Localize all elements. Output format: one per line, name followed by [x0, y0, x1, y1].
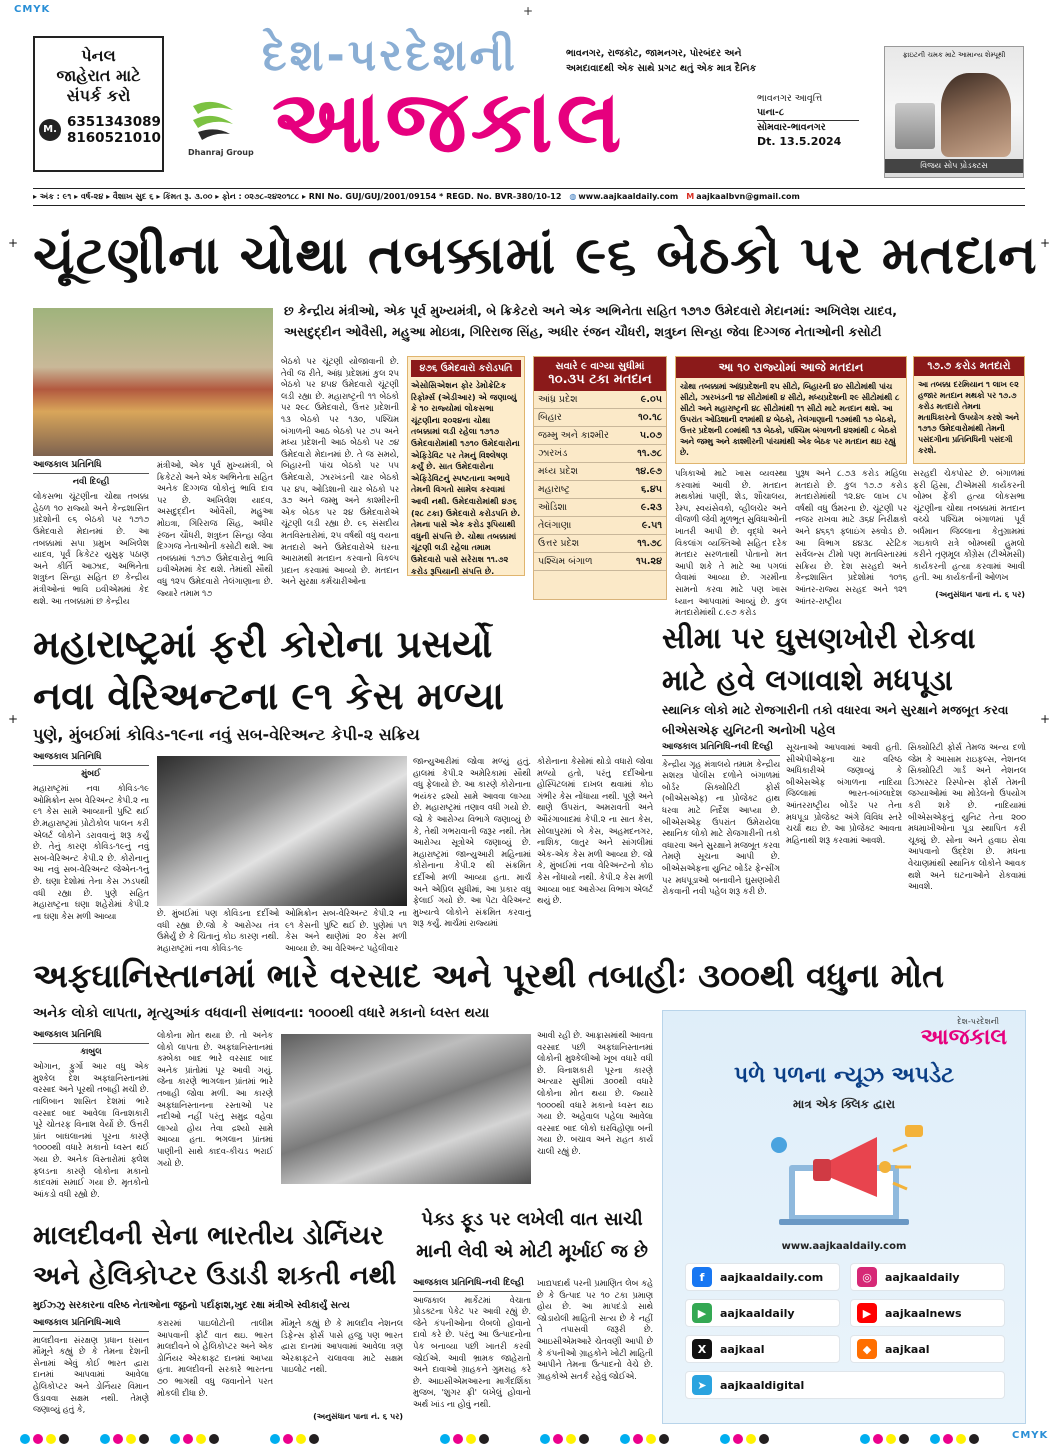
turnout-state: ઉત્તર પ્રદેશ [534, 535, 626, 553]
print-color-dot [969, 1434, 979, 1444]
social-link-google-play[interactable] [685, 1299, 840, 1327]
registration-mark-top: + [523, 4, 534, 18]
lead-headline: ચૂંટણીના ચોથા તબક્કામાં ૯૬ બેઠકો પર મતદાન [33, 226, 1038, 286]
turnout-row [534, 517, 666, 535]
masthead-tagline: દેશ-પરદેશની [262, 30, 518, 81]
page-count: પાના-૮ [757, 106, 859, 121]
megaphone-laptop-icon [759, 1121, 929, 1231]
telegram-icon: ➤ [692, 1375, 712, 1395]
print-color-dot [633, 1434, 643, 1444]
corona-col2: છે. મુંબઈમાં પણ કોવિડના દર્દીઓ વધી રહ્યા છે.જો કે આરોગ્ય તંત્ર ઉમેર્યું છે કે ચિંતાનું કોઇ કારણ નથી. મહારાષ્ટ્રમાં નવા કોવિડ-૧૯ [157, 908, 279, 953]
afghan-subhead: અનેક લોકો લાપતા, મૃત્યુઆંક વધવાની સંભાવના: ૧૦૦૦થી વધારે મકાનો ધ્વસ્ત થયા [33, 1005, 490, 1021]
turnout-value: ૧૧.૭૮ [626, 445, 666, 463]
print-color-dot [733, 1434, 743, 1444]
panel-ad-line2: જાહેરાત માટે [56, 66, 141, 85]
flood-photo [281, 1034, 531, 1184]
voters-queue-photo [33, 308, 273, 456]
crorepati-box [407, 356, 525, 576]
lead-col1: આજકાલ પ્રતિનિધિ નવી દિલ્હી લોકસભા ચૂંટણીના ચોથા તબક્કા હેઠળ ૧૦ રાજ્યો અને કેન્દ્રશાસિત પ્રદેશોની ૯૬ બેઠકો પર ૧૭૧૭ ઉમેદવારો મેદાનમાં છે. આ તબક્કામાં સપા પ્રમુખ અખિલેશ યાદવ, પૂર્વ ક્રિકેટર યુસુફ પઠાણ અને કીર્તિ આઝાદ, અભિનેતા શત્રુઘ્ન સિન્હા સહિત છ કેન્દ્રીય મંત્રીઓનાં ભાવિ ઇવીએમમાં કેદ થશે. આ તબક્કામાં છ કેન્દ્રીય [33, 460, 149, 606]
info-bar [33, 188, 1025, 206]
crorepati-title: ૪૭૬ ઉમેદવારો કરોડપતિ [411, 360, 521, 377]
print-color-dot [46, 1434, 56, 1444]
corona-headline-2: નવા વેરિઅન્ટના ૯૧ કેસ મળ્યા [33, 674, 504, 718]
side-registration-mark-right: + [1040, 236, 1051, 250]
covid-lab-photo [157, 756, 407, 906]
ten-states-col-a: પત્રિકાઓ માટે ખાસ વ્યવસ્થા કરવામાં આવી છે. મતદાન મથકોમાં પાણી, શેડ, શૌચાલય, રેમ્પ, સ્વયંસેવકો, વ્હીલચેર અને વીજળી જેવી મૂળભૂત સુવિધાઓની ખાતરી આપી છે. વૃદ્ધો અને વિકલાંગ વ્યક્તિઓ સહિત દરેક મતદાર સરળતાથી પોતાનો મત આપી શકે તે માટે આ પગલાં લેવામાં આવ્યા છે. ગરમીના સામનો કરવા માટે પણ ખાસ ધ્યાન આપવામાં આવ્યું છે. કુલ મતદારોમાંથી ૮.૯૭ કરોડ [675, 468, 787, 618]
voters-continuation: (અનુસંધાન પાના નં. ૬ પર) [935, 590, 1025, 599]
panel-ad-phone1: 6351343089 [67, 114, 161, 130]
voters-box [913, 356, 1025, 464]
instagram-icon: ◎ [857, 1267, 877, 1287]
crorepati-text: એસોસિએશન ફોર ડેમોક્રેટિક રિફોર્મ્સ (એડીઆર) એ જણાવ્યું કે ૧૦ રાજ્યોમાં લોકસભા ચૂંટણીના ૨૦૨૪ના ચોથા તબક્કામાં લડી રહેલા ૧૭૧૭ ઉમેદવારોમાંથી ૧૭૧૦ ઉમેદવારોના એફિડેવિટ પર તેમનું વિશ્લેષણ કર્યું છે. સાત ઉમેદવારોના એફિડેવિટનું સ્પષ્ટતાના અભાવે તેમની વિગતો સામેલ કરવામાં આવી નથી. ઉમેદવારોમાંથી ૪૭૬ (૨૮ ટકા) ઉમેદવારો કરોડપતિ છે. તેમના પાસે એક કરોડ રૂપિયાથી વધુની સંપત્તિ છે. ચોથા તબક્કામાં ચૂંટણી લડી રહેલા તમામ ઉમેદવારો પાસે સરેરાશ ૧૧.૭૨ કરોડ રૂપિયાની સંપત્તિ છે. [411, 380, 521, 576]
turnout-row [534, 445, 666, 463]
masthead-cities: ભાવનગર, રાજકોટ, જામનગર, પોરબંદર અને અમદાવાદથી એક સાથે પ્રગટ થતું એક માત્ર દૈનિક [566, 48, 757, 74]
x-icon: X [692, 1339, 712, 1359]
edition-date: Dt. 13.5.2024 [757, 135, 842, 148]
turnout-row [534, 463, 666, 481]
bsf-col3: સિક્યોરિટી ફોર્સ તેમજ અન્ય દળો જેમ કે આસામ રાઇફલ્સ, નેશનલ સિક્યોરિટી ગાર્ડ અને નેશનલ ડિઝાસ્ટર રિસ્પોન્સ ફોર્સ તેમની જગ્યાઓમાં આ મોડેલનો ઉપયોગ કરી શકે છે. નાદિયામાં બીએસએફનું યુનિટ તેના ૨૦૦ મધમાખીઓના પૂડા સ્થાપિત કરી ચૂક્યું છે. સોના અને હવાઇ સેવા આપવાનો ઉદ્દેશ છે. મધના વેચાણમાંથી સ્થાનિક લોકોને આવક થશે અને ઘટનાઓને રોકવામાં આવશે. [908, 742, 1026, 892]
top-ad-product-image [895, 103, 935, 149]
google-play-icon: ▶ [692, 1303, 712, 1323]
print-color-dot [126, 1434, 136, 1444]
lead-subhead: છ કેન્દ્રીય મંત્રીઓ, એક પૂર્વ મુખ્યમંત્રી, બે ક્રિકેટરો અને એક અભિનેતા સહિત ૧૭૧૭ ઉમેદવારો મેદાનમાં: અખિલેશ યાદવ, અસદુદ્દીન ઓવૈસી, મહુઆ મોઇત્રા, ગિરિરાજ સિંહ, અધીર રંજન ચૌધરી, શત્રુઘ્ન સિન્હા જેવા દિગ્ગજ નેતાઓની કસોટી [284, 303, 898, 339]
social-link-label: aajkaaldaily [885, 1270, 960, 1284]
corona-subhead: પુણે, મુંબઈમાં કોવિડ-૧૯ના નવું સબ-વેરિઅન્ટ કેપી-૨ સક્રિય [33, 725, 420, 744]
social-link-facebook[interactable] [685, 1263, 840, 1291]
panel-ad-box [33, 36, 164, 172]
social-link-label: aajkaaldaily [720, 1306, 795, 1320]
ten-states-col-b: પુરૂષ અને ૮.૭૩ કરોડ મહિલા મતદારો છે. કુલ ૧૭.૭ કરોડ મતદારોમાંથી ૧૨.૪૯ લાખ ૮૫ વર્ષથી વધુ ઉંમરના છે. ચૂંટણી પર નજર રાખવા માટે ૩૬૪ નિરીક્ષકો અને ૪૬૬૧ ફ્લાઇંગ સ્ક્વોડ છે. આ વિભાગ ૪૪૩૮ સ્ટેટિક સર્વેલન્સ ટીમો પણ મતવિસ્તારમાં સક્રિય છે. દેશ સરહદો અને કેન્દ્રશાસિત પ્રદેશોમાં ૧૦૧૬ આંતર-રાજ્ય સરહદ અને ૧૨૧ આંતર-રાષ્ટ્રીય [795, 468, 907, 606]
print-color-dot [100, 1434, 110, 1444]
turnout-value: ૯.૫૧ [626, 517, 666, 535]
sponsor-name: Dhanraj Group [188, 148, 254, 157]
turnout-row [534, 409, 666, 427]
social-links-grid [685, 1263, 1005, 1399]
print-color-dot [453, 1434, 463, 1444]
print-color-dot [270, 1434, 280, 1444]
ten-states-text: ચોથા તબક્કામાં આંધ્રપ્રદેશની ૨૫ સીટો, બિહારની ૪૦ સીટોમાંથી પાંચ સીટો, ઝારખંડની ૧૪ સીટોમાંથી ૪ સીટો, મધ્યપ્રદેશની ૨૯ સીટોમાંથી ૮ સીટો અને મહારાષ્ટ્રની ૪૮ સીટોમાંથી ૧૧ સીટો માટે મતદાન થશે. આ ઉપરાંત ઓડિશાની ૨૧માંથી ૪ બેઠકો, તેલંગાણાની ૧૭માંથી ૧૭ બેઠકો, ઉત્તર પ્રદેશની ૮૦માંથી ૧૩ બેઠકો, પશ્ચિમ બંગાળની ૪૨માંથી ૮ બેઠકો અને જમ્મુ અને કાશ્મીરની પાંચમાંથી એક બેઠક પર મતદાન થઇ રહ્યું છે. [680, 382, 900, 457]
masthead-edition-box [757, 92, 859, 149]
ten-states-box [675, 356, 907, 464]
corona-headline-1: મહારાષ્ટ્રમાં ફરી કોરોના પ્રસર્યો [33, 622, 493, 666]
corona-col1: આજકાલ પ્રતિનિધિ મુંબઈ મહારાષ્ટ્રમાં નવા કોવિડ-૧૯ ઓમિક્રોન સબ વેરિઅન્ટ કેપી.૨ ના ૯૧ કેસ સામે આવ્યાની પુષ્ટિ થઈ છે.મહારાષ્ટ્રમાં પ્રોટોકોલ પાલન કરી એલર્ટ લોકોને ડરાવવાનું શરૂ કર્યું છે. તેનું કારણ કોવિડ-૧૯નું નવું સબ-વેરિઅન્ટ કેપી.૨ છે. કોરોનાનું આ નવું સબ-વેરિઅન્ટ જેએન-૧નું છે. ઘણા દેશોમાં તેના કેસ ઝડપથી વધી રહ્યા છે. પુણે સહિત મહારાષ્ટ્રના ઘણા શહેરોમાં કેપી.૨ ના ઘણા કેસ મળી આવ્યા [33, 752, 149, 921]
print-color-dot [209, 1434, 219, 1444]
turnout-state: ઝારખંડ [534, 445, 626, 463]
top-ad-brand: વિજય સોપ પ્રોડક્ટસ [885, 159, 1023, 173]
corona-col4: જાન્યુઆરીમાં જોવા મળ્યું હતું. હાલમાં કેપી.૨ અમેરિકામાં સૌથી વધુ ફેલાયો છે. આ કારણે કોરોનાના ભયંકર દ્રશ્યો સામે આવવા લાગ્યા છે. મહારાષ્ટ્રમાં તણાવ વધી ગયો છે. જો કે આરોગ્ય વિભાગે જણાવ્યું છે કે, તેથી ગભરાવાની જરૂર નથી. તેમ આરોગ્ય સૂત્રોએ જણાવ્યું છે. મહારાષ્ટ્રમાં જાન્યુઆરી મહિનામાં કોરોનાના કેપી.૨ થી સંક્રમિત દર્દીઓ મળી આવ્યા હતા. માર્ચ અને એપ્રિલ સુધીમાં, આ પ્રકાર વધુ ફેલાઈ ગયો છે. આ પેટા વેરિઅન્ટ મુખ્યત્વે લોકોને સંક્રમિત કરવાનું શરૂ કર્યું. માર્ચમાં રાજ્યમાં [413, 756, 531, 929]
dhanraj-logo-icon [188, 96, 238, 144]
globe-icon: ◍ [569, 192, 577, 201]
print-color-dot [466, 1434, 476, 1444]
afghan-col1: આજકાલ પ્રતિનિધિ કાબુલ ઓગાન, ફુર્ગો આર વધુ એક મુશ્કેલ દેશ અફઘાનિસ્તાનમાં વરસાદ અને પૂરથી તબાહી મચી છે. તાલિબાન શાસિત દેશમાં ભારે વરસાદ બાદ આવેલા વિનાશકારી પૂરે ચોતરફ વિનાશ વેર્યો છે. ઉત્તરી પ્રાંત બાઘલાનમાં પૂરના કારણે ૧૦૦૦થી વધારે મકાનો ધ્વસ્ત થઈ ગયા છે. અનેક વિસ્તારોમાં ફ્લેશ ફ્લડના કારણે લોકોના મકાનો કાદવમાં સમાઈ ગયા છે. મૃતકોનો આંકડો વધી રહ્યો છે. [33, 1030, 149, 1199]
packed-food-headline-2: માની લેવી એ મોટી મૂર્ખાઈ જ છે [416, 1241, 648, 1262]
print-color-dot [620, 1434, 630, 1444]
print-color-dot [956, 1434, 966, 1444]
masthead-title: આજકાલ [272, 72, 626, 172]
social-link-telegram[interactable] [685, 1371, 1005, 1399]
voters-col: સરહદી ચેકપોસ્ટ છે. બંગાળમાં ફરી હિંસા, ટીએમસી કાર્યકરની બોમ્બ ફેંકી હત્યા લોકસભા ચૂંટણીના ચોથા તબક્કામાં મતદાન વચ્ચે પશ્ચિમ બંગાળમાં પૂર્વ બર્ધમાન જિલ્લાના કેતુગ્રામમાં ગઇકાલે રાત્રે બોમ્બથી હુમલો કરીને તૃણમૂલ કોંગ્રેસ (ટીએમસી) કાર્યકરની હત્યા કરવામાં આવી હતી. આ કાર્યકર્તાની ઓળખ [913, 468, 1025, 583]
maldives-headline-2: અને હેલિકોપ્ટર ઉડાડી શકતી નથી [33, 1261, 397, 1291]
turnout-state: પશ્ચિમ બંગાળ [534, 553, 626, 571]
social-link-label: aajkaaldaily.com [720, 1270, 824, 1284]
side-registration-mark-left-2: + [8, 712, 19, 726]
turnout-value: ૧૧.૭૮ [626, 535, 666, 553]
print-color-dot [553, 1434, 563, 1444]
print-color-dot [860, 1434, 870, 1444]
turnout-row [534, 499, 666, 517]
voters-title: ૧૭.૭ કરોડ મતદારો [914, 357, 1024, 376]
print-color-dot [873, 1434, 883, 1444]
email-link[interactable]: aajkaalbvn@gmail.com [696, 192, 800, 201]
print-color-dot [20, 1434, 30, 1444]
turnout-row [534, 481, 666, 499]
app-ad [662, 1010, 1026, 1424]
social-link-label: aajkaal [885, 1342, 930, 1356]
top-ad-model-image [941, 73, 1011, 157]
side-registration-mark-right-2: + [1040, 712, 1051, 726]
print-color-dot [33, 1434, 43, 1444]
turnout-value: ૯.૦૫ [626, 391, 666, 409]
afghan-col2: લોકોના મોત થયા છે. તો અનેક લોકો લાપતા છે. અફઘાનિસ્તાનમાં કમ્બેકા બાદ ભારે વરસાદ બાદ અનેક પ્રાંતોમાં પૂર આવી ગયું. જેના કારણે ભાગલાન પ્રાંતમાં ભારે તબાહી જોવા મળી. આ કારણે અફઘાનિસ્તાનના રસ્તાઓ પર નદીઓ નહીં પરંતુ સમુદ્ર વહેવા લાગ્યો હોય તેવા દ્રશ્યો સામે આવ્યા હતા. ભગલાન પ્રાંતમાં પાણીની સાથે કાદવ-કીચડ ભરાઈ ગયો છે. [157, 1030, 273, 1168]
print-color-dot [943, 1434, 953, 1444]
turnout-box [533, 356, 667, 600]
social-link-label: aajkaal [720, 1342, 765, 1356]
print-color-dot [540, 1434, 550, 1444]
print-color-dot [283, 1434, 293, 1444]
print-color-dot [646, 1434, 656, 1444]
print-color-dot [309, 1434, 319, 1444]
youtube-icon: ▶ [857, 1303, 877, 1323]
turnout-row [534, 535, 666, 553]
social-link-label: aajkaalnews [885, 1306, 962, 1320]
website-link[interactable]: www.aajkaaldaily.com [578, 192, 679, 201]
turnout-value: ૧૪.૯૭ [626, 463, 666, 481]
dailyhunt-icon: ◆ [857, 1339, 877, 1359]
turnout-value: ૫.૦૭ [626, 427, 666, 445]
lead-col2: મંત્રીઓ, એક પૂર્વ મુખ્યમંત્રી, બે ક્રિકેટરો અને એક અભિનેતા સહિત અનેક દિગ્ગજ લોકોનું ભાવિ દાવ પર છે. અખિલેશ યાદવ, અસદુદ્દીન ઓવૈસી, મહુઆ મોઇત્રા, ગિરિરાજ સિંહ, અધીર રંજન ચૌધરી, શત્રુઘ્ન સિન્હા જેવા દિગ્ગજ નેતાઓની કસોટી થશે. આ તબક્કામાં ૧૭૧૭ ઉમેદવારોનું ભાવિ ઇવીએમમાં કેદ થશે. તેમાંથી સૌથી વધુ ૧૨૫ ઉમેદવારો તેલંગાણાના છે. જ્યારે તમામ ૧૭ [157, 460, 273, 598]
print-color-dot [720, 1434, 730, 1444]
turnout-state: તેલંગાણા [534, 517, 626, 535]
app-ad-brand: આજકાલ [920, 1025, 1007, 1050]
print-color-dot [59, 1434, 69, 1444]
maldives-continuation: (અનુસંધાન પાના નં. ૬ પર) [313, 1412, 403, 1421]
turnout-table [534, 391, 666, 571]
print-color-dot [440, 1434, 450, 1444]
maldives-col1: આજકાલ પ્રતિનિધિ-માલે માલદીવના સંરક્ષણ પ્રધાન ઘસાન મૌમૂને કહ્યું છે કે તેમના દેશની સેનામાં એવું કોઈ ભારત દ્વારા દાનમાં આપવામાં આવેલા હેલિકોપ્ટર અને ડોર્નિયર વિમાન ઉડાવવા સક્ષમ નથી. તેમણે જણાવ્યું હતું કે, [33, 1318, 149, 1415]
social-link-instagram[interactable] [850, 1263, 1005, 1291]
mail-icon: M [686, 192, 695, 201]
packed-food-col1: આજકાલ પ્રતિનિધિ-નવી દિલ્હી આજકાલ માર્કેટમાં વેચાતા પ્રોડક્ટના પેકેટ પર આવી રહ્યું છે. જેને કંપનીઓના લેબલો હોવાનો દાવો કરે છે. પરંતુ આ ઉત્પાદનોના પેક બનાવ્યા પછી ખાતરી કરવી જોઈએ. આવી ભ્રામક જાહેરાતો અને દાવાઓ ગ્રાહકને ગુમરાહ કરે છે. આઇસીએમઆરના માર્ગદર્શિકા મુજબ, 'શુગર ફ્રી' લખેલું હોવાનો અર્થ ખાંડ ના હોવું નથી. [413, 1278, 531, 1409]
maldives-subhead: મુઈઝ્ઝુ સરકારના વરિષ્ઠ નેતાઓના જૂઠનો પર્દાફાશ,ખુદ રક્ષા મંત્રીએ સ્વીકાર્યું સત્ય [33, 1300, 350, 1311]
edition-day: સોમવાર-ભાવનગર [757, 122, 826, 133]
maldives-col3: મૌમૂને કહ્યું છે કે માલદીવ નેશનલ ડિફેન્સ ફોર્સ પાસે હજુ પણ ભારત દ્વારા દાનમાં આપવામાં આવેલા ત્રણ એરક્રાફ્ટને ચલાવવા માટે સક્ષમ પાઇલોટ નથી. [281, 1318, 403, 1375]
social-link-label: aajkaaldigital [720, 1378, 805, 1392]
top-right-ad [884, 46, 1024, 178]
maldives-headline-1: માલદીવની સેના ભારતીય ડોર્નિયર [33, 1221, 384, 1251]
edition-name: ભાવનગર આવૃત્તિ [757, 93, 823, 104]
app-ad-headline: પળે પળના ન્યૂઝ અપડેટ [733, 1063, 955, 1088]
bottom-color-bar [0, 1430, 1058, 1448]
turnout-value: ૧૫.૨૪ [626, 553, 666, 571]
print-color-dot [566, 1434, 576, 1444]
ten-states-title: આ ૧૦ રાજ્યોમાં આજે મતદાન [676, 357, 906, 378]
lead-col3: બેઠકો પર ચૂંટણી યોજાવાની છે. તેવી જ રીતે, આંધ્ર પ્રદેશમાં કુલ ૨૫ બેઠકો પર ૪૫૪ ઉમેદવારો ચૂંટણી લડી રહ્યા છે. મહારાષ્ટ્રની ૧૧ બેઠકો પર ૨૯૮ ઉમેદવારો, ઉત્તર પ્રદેશની ૧૩ બેઠકો પર ૧૩૦, પશ્ચિમ બંગાળની આઠ બેઠકો પર ૭૫ અને મધ્ય પ્રદેશની આઠ બેઠકો પર ૭૪ ઉમેદવારો મેદાનમાં છે. તે જ સમયે, બિહારની પાંચ બેઠકો પર ૫૫ ઉમેદવારો, ઝારખંડની ચાર બેઠકો પર ૪૫, ઓડિશાની ચાર બેઠકો પર ૩૭ અને જમ્મુ અને કાશ્મીરની એક બેઠક પર ૨૪ ઉમેદવારોએ ચૂંટણી લડી રહ્યા છે. ૯૬ સંસદીય મતવિસ્તારોમાં, ૨૫ વર્ષથી વધુ વયના મતદારો અને ઉમેદવારોએ ઘરના આરામથી મતદાન કરવાનો વિકલ્પ પ્રદાન કરવામાં આવ્યો છે. મતદાન અને સુરક્ષા કર્મચારીઓના [281, 356, 399, 587]
app-ad-sub: માત્ર એક ક્લિક દ્વારા [792, 1097, 896, 1111]
turnout-value: ૬.૪૫ [626, 481, 666, 499]
turnout-value: ૯.૨૩ [626, 499, 666, 517]
turnout-state: ઓડિશા [534, 499, 626, 517]
print-color-dot [659, 1434, 669, 1444]
print-color-dot [196, 1434, 206, 1444]
turnout-state: મહારાષ્ટ્ર [534, 481, 626, 499]
print-color-dot [183, 1434, 193, 1444]
cmyk-label-top: CMYK [14, 4, 51, 15]
bsf-col2: સૂચનાઓ આપવામાં આવી હતી. સીએપીએફના ચાર વરિષ્ઠ અધિકારીએ જણાવ્યું કે બીએસએફ બંગાળના નાદિયા જિલ્લામાં ભારત-બાંગ્લાદેશ આંતરરાષ્ટ્રીય બોર્ડર પર તેના મધપૂડા પ્રોજેક્ટ અંગે વિવિધ સ્તરે ચર્ચા થઇ છે. આ પ્રોજેક્ટ આવતા મહિનાથી શરૂ કરવામાં આવશે. [786, 742, 902, 845]
packed-food-headline-1: પેક્ડ ફૂડ પર લખેલી વાત સાચી [421, 1209, 643, 1230]
voters-text: આ તબક્કા દરમિયાન ૧ લાખ ૯૨ હજાર મતદાન મથકો પર ૧૭.૭ કરોડ મતદારો તેમના મતાધિકારનો ઉપયોગ કરશે અને ૧૭૧૭ ઉમેદવારોમાંથી તેમની પસંદગીના પ્રતિનિધિની પસંદગી કરશે. [918, 380, 1019, 455]
bsf-col1: આજકાલ પ્રતિનિધિ-નવી દિલ્હી કેન્દ્રીય ગૃહ મંત્રાલયે તમામ કેન્દ્રીય સશસ્ત્ર પોલીસ દળોને બંગાળમાં બોર્ડર સિક્યોરિટી ફોર્સ (બીએસએફ) ના પ્રોજેક્ટ હાથ ધરવા માટે નિર્દેશ આપ્યા છે. બીએસએફ ઉપરાંત ઉમેરાયેલા સ્થાનિક લોકો માટે રોજગારીની તકો વધારવા અને સુરક્ષાને મજબૂત કરવા તેમણે સૂચના આપી છે. બીએસએફના યુનિટ બોર્ડર ફેન્સીંગ પર મધપૂડાઓ બનાવીને ઘુસણખોરી રોકવાની નવી પહેલ શરૂ કરી છે. [662, 742, 780, 897]
social-link-youtube[interactable] [850, 1299, 1005, 1327]
panel-ad-line1: પેનલ [81, 46, 116, 65]
turnout-state: જમ્મુ અને કાશ્મીર [534, 427, 626, 445]
corona-col5: કોરોનાના કેસોમાં થોડો વધારો જોવા મળ્યો હતો, પરંતુ દર્દીઓના હોસ્પિટલમાં દાખલ થવામાં કોઇ ગંભીર કેસ નોંધાયા નથી. પૂણે અને થાણે ઉપરાંત, અમરાવતી અને ઔરંગાબાદમાં કેપી.૨ ના સાત કેસ, સોલાપુરમાં બે કેસ, અહમદનગર, નાશિક, લાતુર અને સાંગલીમાં એક-એક કેસ મળી આવ્યા છે. જો કે, મુંબઈમાં નવા વેરિઅન્ટનો કોઇ કેસ નોંધાયો નથી. કેપી.૨ કેસ મળી આવ્યા બાદ આરોગ્ય વિભાગ એલર્ટ થયું છે. [537, 756, 653, 906]
print-color-dot [170, 1434, 180, 1444]
print-color-dot [139, 1434, 149, 1444]
panel-ad-badge: M. [39, 119, 61, 141]
social-link-x[interactable] [685, 1335, 840, 1363]
print-color-dot [899, 1434, 909, 1444]
print-color-dot [579, 1434, 589, 1444]
bsf-headline-1: સીમા પર ઘુસણખોરી રોકવા [662, 621, 976, 655]
print-color-dot [746, 1434, 756, 1444]
turnout-row [534, 427, 666, 445]
print-color-dot [759, 1434, 769, 1444]
facebook-icon: f [692, 1267, 712, 1287]
turnout-title: સવારે ૯ વાગ્યા સુધીમાં ૧૦.૩૫ ટકા મતદાન [534, 357, 666, 391]
bsf-headline-2: માટે હવે લગાવાશે મધપૂડા [662, 663, 953, 697]
print-color-dot [479, 1434, 489, 1444]
turnout-row [534, 553, 666, 571]
afghan-headline: અફઘાનિસ્તાનમાં ભારે વરસાદ અને પૂરથી તબાહીઃ ૩૦૦થી વધુના મોત [33, 956, 945, 995]
top-ad-text: ફ્રાઇટની ચમક માટે આમાન્ય શેમ્પૂથી [902, 51, 1006, 59]
print-color-dot [296, 1434, 306, 1444]
app-ad-small-tag: દેશ-પરદેશની [957, 1017, 999, 1026]
print-color-dot [930, 1434, 940, 1444]
print-color-dot [886, 1434, 896, 1444]
dhanraj-logo [188, 96, 254, 166]
bsf-subhead: સ્થાનિક લોકો માટે રોજગારીની તકો વધારવા અને સુરક્ષાને મજબૂત કરવા બીએસએફ યુનિટની અનોખી પહેલ [662, 703, 1009, 737]
turnout-value: ૧૦.૧૮ [626, 409, 666, 427]
social-link-dailyhunt[interactable] [850, 1335, 1005, 1363]
maldives-col2: કરારમાં પાઇલોટોની તાલીમ આપવાની ફોર્ટ વાત થઇ. ભારત માલદીવને બે હેલિકોપ્ટર અને એક ડોર્નિયર એરક્રાફ્ટ દાનમાં આપ્યા હતા. માલદીવની સરકારે ભારતના ૭૦ ભાગથી વધુ જવાનોને પરત મોકલી દીધા છે. [157, 1318, 273, 1398]
turnout-state: બિહાર [534, 409, 626, 427]
corona-col3: ઓમિક્રોન સબ-વેરિઅન્ટ કેપી.૨ ના ૯૧ કેસની પુષ્ટિ થઈ છે. પુણેમાં ૫૧ કેસ અને થાણેમાં ૨૦ કેસ મળી આવ્યા છે. આ વેરિઅન્ટ પહેલીવાર [285, 908, 407, 953]
app-ad-website[interactable]: www.aajkaaldaily.com [781, 1241, 907, 1252]
packed-food-col2: ખાદ્યપદાર્થ પરની પ્રમાણિત લેબ કહે છે કે ઉત્પાદ પર ૧૦ ટકા પ્રમાણ હોય છે. આ માપદંડો સાથે જોડાયેલી માહિતી સત્ય છે કે નહીં તે તપાસવી જરૂરી છે. આઇસીએમઆરે ચેતવણી આપી છે કે કંપનીઓ ગ્રાહકોને ખોટી માહિતી આપીને તેમના ઉત્પાદનો વેચે છે. ગ્રાહકોએ સતર્ક રહેવું જોઈએ. [537, 1278, 653, 1381]
cmyk-label-bottom: CMYK [1012, 1430, 1049, 1441]
turnout-row [534, 391, 666, 409]
issue-info: ▸ અંક : ૯૧ ▸ વર્ષ-૨૪ ▸ વૈશાખ સુદ ૬ ▸ કિંમત રૂ. ૩.૦૦ ▸ ફોન : ૦૨૭૮-૨૪૨૦૧૮૮ ▸ RNI No. GUJ/GUJ/2001/09154 * REGD. No. BVR-380/10-12 [33, 192, 562, 201]
turnout-state: આંધ્ર પ્રદેશ [534, 391, 626, 409]
panel-ad-phone2: 8160521010 [67, 130, 161, 146]
side-registration-mark-left: + [8, 236, 19, 250]
turnout-state: મધ્ય પ્રદેશ [534, 463, 626, 481]
panel-ad-line3: સંપર્ક કરો [66, 86, 131, 105]
afghan-col3: આવી રહી છે. આફ્રાસમાંથી આવતા વરસાદ પછી અફઘાનિસ્તાનમાં લોકોની મુશ્કેલીઓ ખૂબ વધારે વધી છે. વિનાશકારી પૂરના કારણે અત્યાર સુધીમાં ૩૦૦થી વધારે લોકોના મોત થયા છે. જ્યારે ૧૦૦૦થી વધારે મકાનો ધ્વસ્ત થઇ ગયા છે. અહેવાલ પહેલા આવેલા વરસાદ બાદ લોકો ઘરવિહોણા બની ગયા છે. બચાવ અને રાહત કાર્ય ચાલી રહ્યું છે. [537, 1030, 653, 1156]
print-color-dot [113, 1434, 123, 1444]
